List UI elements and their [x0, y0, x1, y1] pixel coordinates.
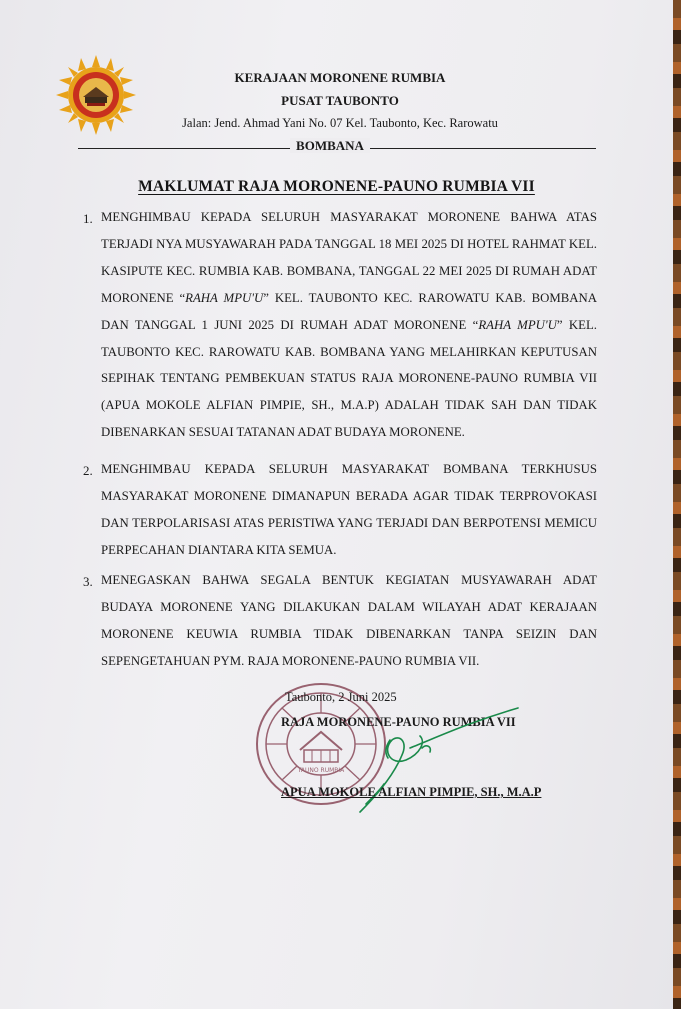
item-number: 2. — [83, 463, 93, 478]
list-item: MENGHIMBAU KEPADA SELURUH MASYARAKAT BOMBANA TERKHUSUS MASYARAKAT MORONENE DIMANAPUN BERADA AGAR TIDAK TERPROVOKASI DAN TERPOLARISASI ATAS PERISTIWA YANG TERJADI DAN BERPOTENSI MEMICU PERPECAHAN DIANTARA KITA SEMUA. — [101, 462, 597, 557]
italic-term: RAHA MPU'U — [185, 290, 264, 305]
place-date: Taubonto, 2 Juni 2025 — [285, 690, 397, 704]
center-name: PUSAT TAUBONTO — [281, 93, 399, 108]
kingdom-emblem-icon — [56, 55, 136, 135]
signatory-position: RAJA MORONENE-PAUNO RUMBIA VII — [281, 715, 516, 729]
item-number: 3. — [83, 574, 93, 589]
regency-name — [230, 138, 430, 154]
title-text: MAKLUMAT RAJA MORONENE-PAUNO RUMBIA VII — [138, 178, 535, 195]
signatory-name: APUA MOKOLE ALFIAN PIMPIE, SH., M.A.P — [281, 785, 542, 799]
item-text: ” KEL. TAUBONTO KEC. RAROWATU KAB. BOMBANA YANG MELAHIRKAN KEPUTUSAN SEPIHAK TENTANG PEMBEKUAN STATUS RAJA MORONENE-PAUNO RUMBIA VII (APUA MOKOLE ALFIAN PIMPIE, SH., M.A.P) ADALAH TIDAK SAH DAN TIDAK DIBENARKAN SESUAI TATANAN ADAT BUDAYA MORONENE. — [101, 317, 597, 440]
address: Jalan: Jend. Ahmad Yani No. 07 Kel. Taubonto, Kec. Rarowatu — [182, 116, 498, 130]
list-item — [101, 204, 597, 446]
page-edge-background — [673, 0, 681, 1009]
italic-term: RAHA MPU'U — [478, 317, 557, 332]
handwritten-signature — [350, 700, 525, 820]
regency-label: BOMBANA — [290, 138, 370, 153]
item-text: MENGHIMBAU KEPADA SELURUH MASYARAKAT MORONENE BAHWA ATAS TERJADI NYA MUSYAWARAH PADA TANGGAL 18 MEI 2025 DI HOTEL RAHMAT KEL. KASIPUTE KEC. RUMBIA KAB. BOMBANA, TANGGAL 22 MEI 2025 DI RUMAH ADAT MORONENE “ — [101, 210, 597, 305]
item-number: 1. — [83, 211, 93, 226]
document-title — [0, 178, 673, 196]
item-text: ” KEL. TAUBONTO KEC. RAROWATU KAB. BOMBANA DAN TANGGAL 1 JUNI 2025 DI RUMAH ADAT MORONENE “ — [101, 290, 597, 332]
organization-name: KERAJAAN MORONENE RUMBIA — [234, 70, 446, 85]
list-item: MENEGASKAN BAHWA SEGALA BENTUK KEGIATAN MUSYAWARAH ADAT BUDAYA MORONENE YANG DILAKUKAN DALAM WILAYAH ADAT KERAJAAN MORONENE KEUWIA RUMBIA TIDAK DIBENARKAN TANPA SEIZIN DAN SEPENGETAHUAN PYM. RAJA MORONENE-PAUNO RUMBIA VII. — [101, 573, 597, 668]
stamp-text: TAUNO RUMBIA — [297, 767, 345, 774]
